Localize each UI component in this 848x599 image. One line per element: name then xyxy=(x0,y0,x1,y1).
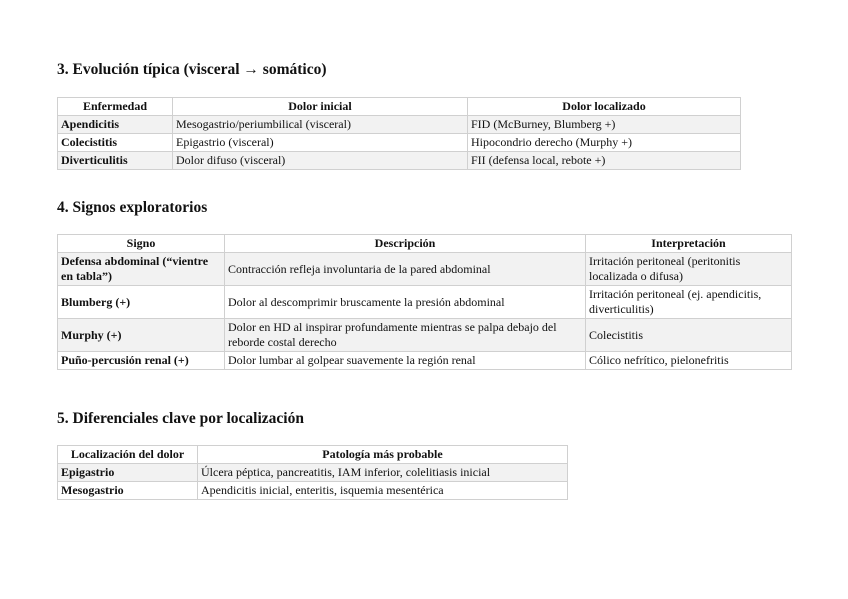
table-row xyxy=(58,253,792,286)
description-cell: Dolor lumbar al golpear suavemente la región renal xyxy=(225,352,586,370)
column-header: Dolor localizado xyxy=(468,98,741,116)
column-header: Interpretación xyxy=(586,235,792,253)
differentials-table xyxy=(57,445,568,500)
location-cell: Epigastrio xyxy=(58,464,198,482)
column-header: Patología más probable xyxy=(198,446,568,464)
initial-pain-cell: Epigastrio (visceral) xyxy=(173,134,468,152)
table-row xyxy=(58,319,792,352)
interpretation-cell: Irritación peritoneal (ej. apendicitis, diverticulitis) xyxy=(586,286,792,319)
column-header: Localización del dolor xyxy=(58,446,198,464)
table-row xyxy=(58,116,741,134)
table-row xyxy=(58,134,741,152)
section-4-heading: 4. Signos exploratorios xyxy=(57,199,208,216)
section-5-heading: 5. Diferenciales clave por localización xyxy=(57,410,304,427)
column-header: Descripción xyxy=(225,235,586,253)
sign-cell: Murphy (+) xyxy=(58,319,225,352)
interpretation-cell: Colecistitis xyxy=(586,319,792,352)
table-row xyxy=(58,286,792,319)
table-row xyxy=(58,352,792,370)
description-cell: Dolor al descomprimir bruscamente la presión abdominal xyxy=(225,286,586,319)
localized-pain-cell: FII (defensa local, rebote +) xyxy=(468,152,741,170)
column-header: Enfermedad xyxy=(58,98,173,116)
table-header-row xyxy=(58,98,741,116)
section-3-heading: 3. Evolución típica (visceral → somático) xyxy=(57,61,327,78)
table-header-row xyxy=(58,446,568,464)
interpretation-cell: Irritación peritoneal (peritonitis localizada o difusa) xyxy=(586,253,792,286)
interpretation-cell: Cólico nefrítico, pielonefritis xyxy=(586,352,792,370)
disease-cell: Diverticulitis xyxy=(58,152,173,170)
table-header-row xyxy=(58,235,792,253)
localized-pain-cell: Hipocondrio derecho (Murphy +) xyxy=(468,134,741,152)
sign-cell: Puño-percusión renal (+) xyxy=(58,352,225,370)
sign-cell: Defensa abdominal (“vientre en tabla”) xyxy=(58,253,225,286)
column-header: Signo xyxy=(58,235,225,253)
evolution-table xyxy=(57,97,741,170)
table-row xyxy=(58,482,568,500)
initial-pain-cell: Mesogastrio/periumbilical (visceral) xyxy=(173,116,468,134)
localized-pain-cell: FID (McBurney, Blumberg +) xyxy=(468,116,741,134)
signs-table xyxy=(57,234,792,370)
location-cell: Mesogastrio xyxy=(58,482,198,500)
column-header: Dolor inicial xyxy=(173,98,468,116)
disease-cell: Colecistitis xyxy=(58,134,173,152)
pathology-cell: Apendicitis inicial, enteritis, isquemia mesentérica xyxy=(198,482,568,500)
table-row xyxy=(58,464,568,482)
pathology-cell: Úlcera péptica, pancreatitis, IAM inferior, colelitiasis inicial xyxy=(198,464,568,482)
disease-cell: Apendicitis xyxy=(58,116,173,134)
table-row xyxy=(58,152,741,170)
description-cell: Dolor en HD al inspirar profundamente mientras se palpa debajo del reborde costal derecho xyxy=(225,319,586,352)
initial-pain-cell: Dolor difuso (visceral) xyxy=(173,152,468,170)
description-cell: Contracción refleja involuntaria de la pared abdominal xyxy=(225,253,586,286)
sign-cell: Blumberg (+) xyxy=(58,286,225,319)
